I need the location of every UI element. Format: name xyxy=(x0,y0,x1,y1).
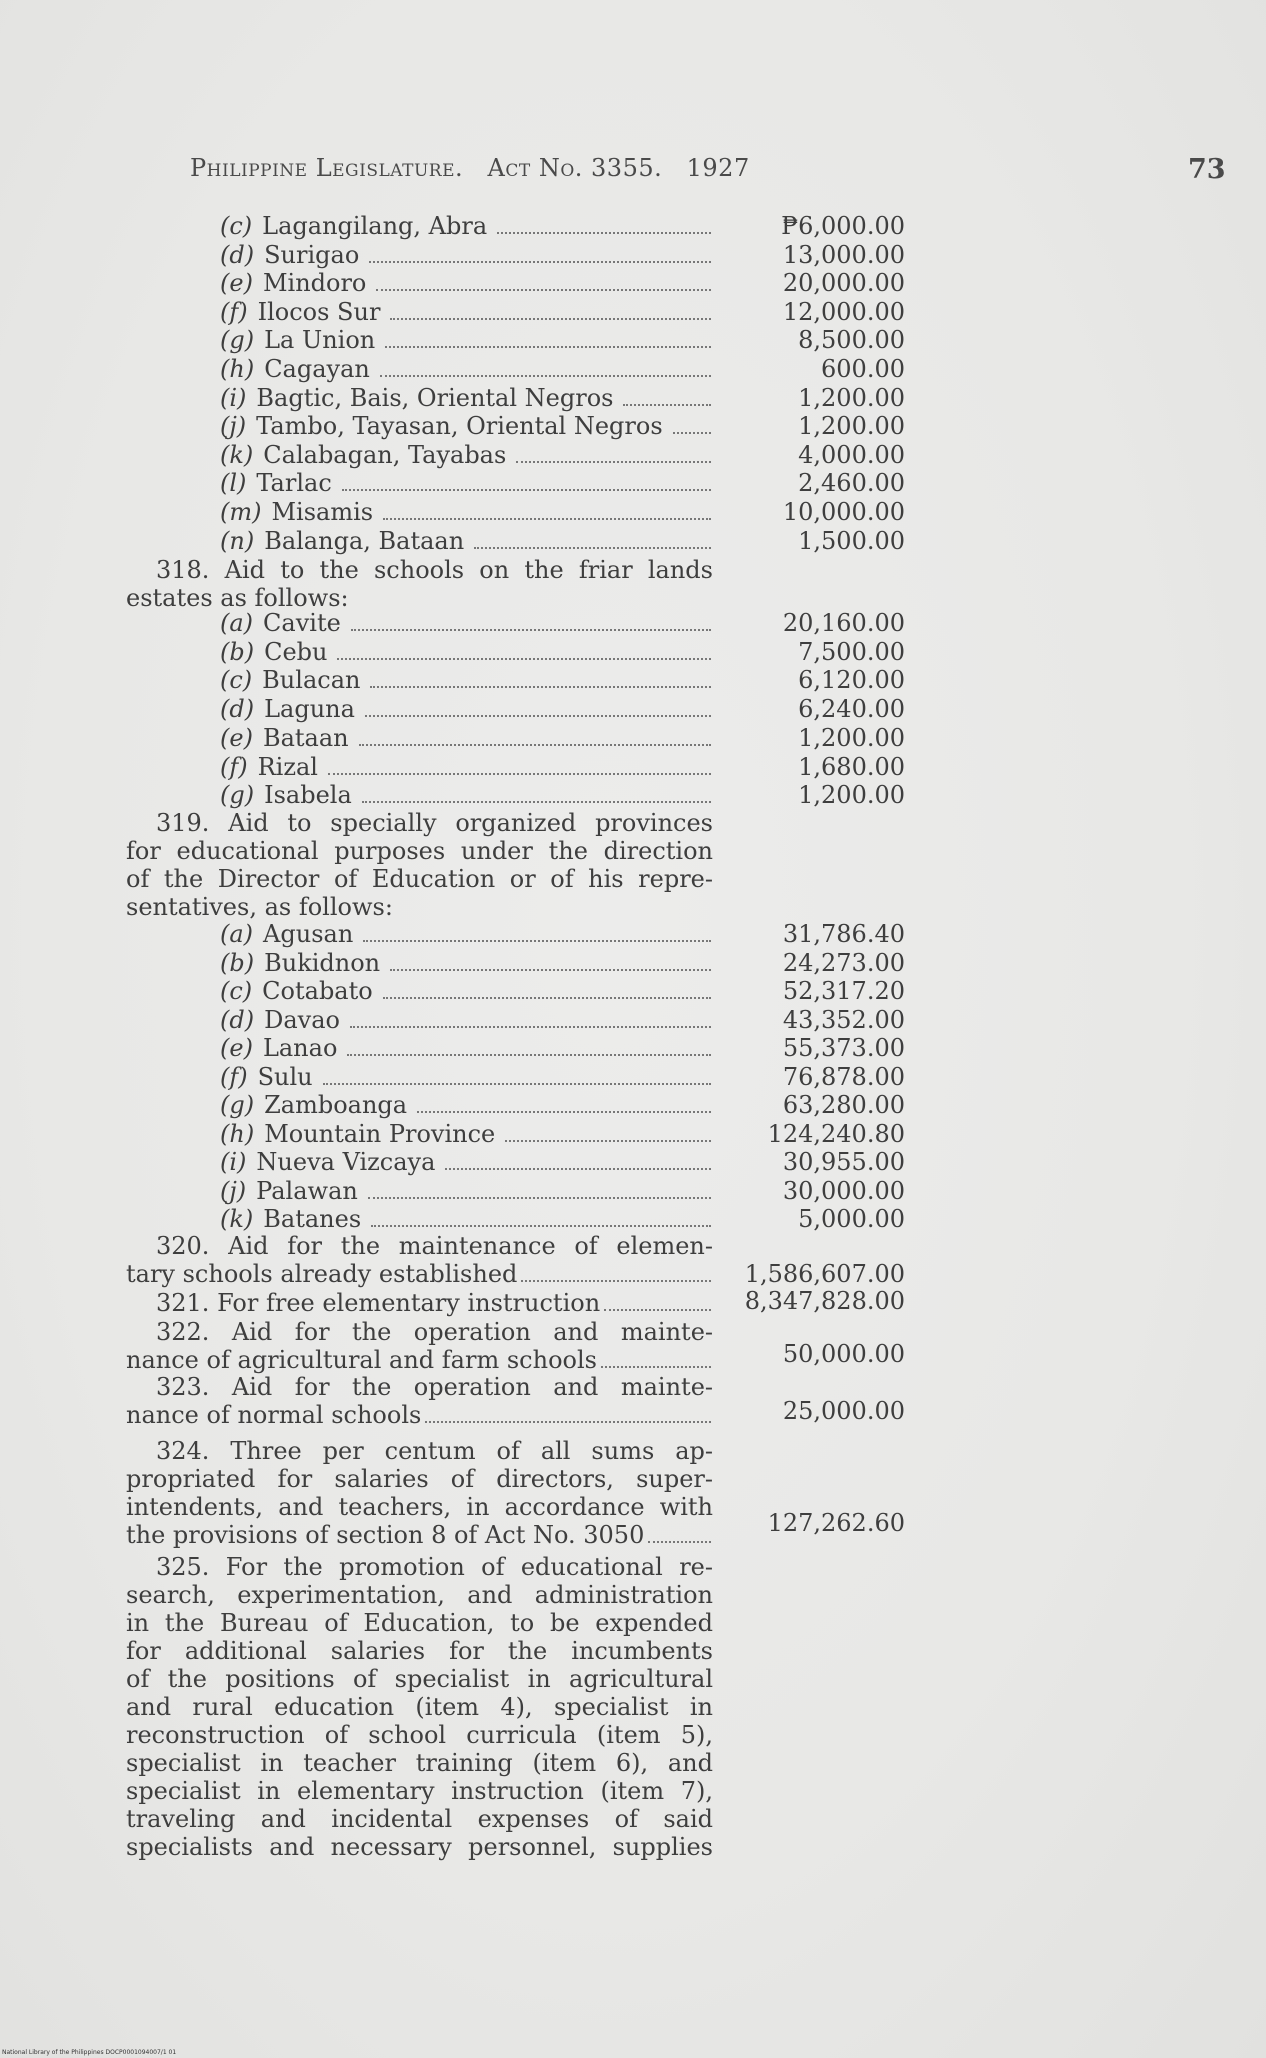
item-amount: 63,280.00 xyxy=(782,1091,905,1119)
line-item xyxy=(0,298,1266,327)
item-318-line: estates as follows: xyxy=(126,584,349,612)
line-item xyxy=(0,977,1266,1006)
leader-dots xyxy=(342,488,711,491)
item-320-line xyxy=(126,1260,713,1289)
item-letter: (d) xyxy=(220,240,255,269)
item-319-line: 319. Aid to specially organized provinces xyxy=(156,809,713,837)
line-item-label xyxy=(220,977,713,1006)
item-name: Bulacan xyxy=(262,666,361,695)
item-322-amount: 50,000.00 xyxy=(782,1340,905,1368)
line-item xyxy=(0,1120,1266,1149)
item-amount: 1,200.00 xyxy=(798,412,905,441)
leader-dots xyxy=(370,685,711,688)
line-item xyxy=(0,753,1266,782)
item-amount: 30,955.00 xyxy=(782,1148,905,1176)
item-320-paragraph xyxy=(126,1232,713,1289)
line-item xyxy=(0,241,1266,270)
leader-dots xyxy=(383,996,711,999)
item-name: Rizal xyxy=(257,752,318,781)
item-amount: 76,878.00 xyxy=(782,1062,905,1091)
item-letter: (j) xyxy=(220,1176,247,1205)
item-name: Cotabato xyxy=(262,977,373,1005)
leader-dots xyxy=(365,714,711,717)
line-item-label xyxy=(220,753,713,782)
line-item-label xyxy=(220,1148,713,1177)
item-amount: 10,000.00 xyxy=(782,498,905,526)
leader-dots xyxy=(351,628,711,631)
item-amount: 7,500.00 xyxy=(798,637,905,666)
item-name: Cebu xyxy=(264,637,328,666)
item-name: La Union xyxy=(264,326,376,355)
header-act: Act No. 3355. xyxy=(487,154,663,182)
item-323-text: nance of normal schools xyxy=(126,1401,422,1429)
item-324-line: intendents, and teachers, in accordance with xyxy=(126,1493,713,1521)
line-item xyxy=(0,1006,1266,1035)
item-amount: 55,373.00 xyxy=(782,1034,905,1062)
line-item xyxy=(0,1034,1266,1063)
item-320-line: 320. Aid for the maintenance of elemen- xyxy=(156,1232,713,1260)
running-header xyxy=(190,154,850,182)
line-item-label xyxy=(220,527,713,556)
item-name: Ilocos Sur xyxy=(257,297,381,326)
item-letter: (h) xyxy=(220,355,255,383)
item-325-paragraph xyxy=(126,1553,713,1861)
leader-dots xyxy=(323,1082,711,1085)
item-letter: (g) xyxy=(220,781,255,810)
leader-dots xyxy=(673,431,711,434)
line-item-label xyxy=(220,920,713,949)
item-amount: 6,120.00 xyxy=(798,666,905,695)
item-letter: (c) xyxy=(220,977,253,1005)
item-name: Batanes xyxy=(263,1205,362,1233)
item-325-line: specialist in teacher training (item 6), and xyxy=(126,1749,713,1777)
item-letter: (k) xyxy=(220,440,254,469)
line-item xyxy=(0,666,1266,695)
line-item xyxy=(0,695,1266,724)
line-item-label xyxy=(220,241,713,270)
item-amount: 43,352.00 xyxy=(782,1005,905,1034)
item-325-line: for additional salaries for the incumbents xyxy=(126,1637,713,1665)
item-amount: 31,786.40 xyxy=(782,920,905,948)
line-item xyxy=(0,384,1266,413)
item-letter: (b) xyxy=(220,948,255,977)
line-item-label xyxy=(220,298,713,327)
item-amount: 1,200.00 xyxy=(798,723,905,752)
line-item xyxy=(0,1177,1266,1206)
item-letter: (b) xyxy=(220,637,255,666)
leader-dots xyxy=(425,1420,711,1423)
line-item-label xyxy=(220,212,713,241)
line-item-label xyxy=(220,666,713,695)
line-item-label xyxy=(220,1091,713,1120)
item-name: Lagangilang, Abra xyxy=(262,212,488,240)
leader-dots xyxy=(604,1308,711,1311)
item-321-amount: 8,347,828.00 xyxy=(744,1287,905,1315)
line-item xyxy=(0,1205,1266,1234)
line-item-label xyxy=(220,949,713,978)
item-325-line: 325. For the promotion of educational re- xyxy=(156,1553,713,1581)
item-323-paragraph xyxy=(126,1373,713,1430)
leader-dots xyxy=(369,260,711,263)
item-amount: 1,500.00 xyxy=(798,526,905,555)
item-name: Cavite xyxy=(263,609,341,637)
leader-dots xyxy=(497,231,711,234)
item-319-line: of the Director of Education or of his repre- xyxy=(126,865,713,893)
item-319-line: sentatives, as follows: xyxy=(126,893,393,921)
scan-footer: National Library of the Philippines DOCP0001094007/1 01 xyxy=(2,2049,177,2056)
item-name: Agusan xyxy=(263,920,354,948)
leader-dots xyxy=(337,657,711,660)
item-amount: 600.00 xyxy=(821,355,905,383)
item-322-paragraph xyxy=(126,1318,713,1375)
leader-dots xyxy=(390,968,711,971)
item-letter: (k) xyxy=(220,1205,254,1233)
line-item-label xyxy=(220,355,713,384)
item-319-paragraph xyxy=(126,809,713,921)
line-item-label xyxy=(220,1205,713,1234)
item-letter: (h) xyxy=(220,1119,255,1148)
item-letter: (e) xyxy=(220,269,253,298)
item-name: Bukidnon xyxy=(264,948,381,977)
line-item xyxy=(0,269,1266,298)
item-324-line: propriated for salaries of directors, super- xyxy=(126,1465,713,1493)
item-name: Cagayan xyxy=(264,355,370,383)
item-name: Zamboanga xyxy=(264,1091,408,1119)
item-amount: 2,460.00 xyxy=(798,469,905,498)
item-324-line xyxy=(126,1521,713,1550)
item-325-line: reconstruction of school curricula (item 5), xyxy=(126,1721,713,1749)
item-322-line xyxy=(126,1346,713,1375)
leader-dots xyxy=(385,345,711,348)
item-325-line: in the Bureau of Education, to be expended xyxy=(126,1609,713,1637)
line-item xyxy=(0,920,1266,949)
leader-dots xyxy=(474,546,711,549)
item-letter: (a) xyxy=(220,920,254,948)
item-amount: 13,000.00 xyxy=(782,240,905,269)
item-name: Calabagan, Tayabas xyxy=(263,440,507,469)
line-item-label xyxy=(220,412,713,441)
item-322-line: 322. Aid for the operation and mainte- xyxy=(156,1318,713,1346)
item-name: Laguna xyxy=(264,695,355,724)
leader-dots xyxy=(505,1139,711,1142)
item-name: Lanao xyxy=(262,1034,338,1062)
item-letter: (i) xyxy=(220,383,247,412)
line-item-label xyxy=(220,384,713,413)
item-letter: (d) xyxy=(220,695,255,724)
item-324-line: 324. Three per centum of all sums ap- xyxy=(156,1437,713,1465)
item-amount: 124,240.80 xyxy=(767,1119,905,1148)
line-item xyxy=(0,212,1266,241)
item-amount: 52,317.20 xyxy=(782,977,905,1005)
item-amount: 24,273.00 xyxy=(782,948,905,977)
item-325-line: specialists and necessary personnel, supplies xyxy=(126,1833,713,1861)
item-320-amount: 1,586,607.00 xyxy=(744,1260,905,1288)
line-item xyxy=(0,1063,1266,1092)
item-324-paragraph xyxy=(126,1437,713,1550)
item-name: Misamis xyxy=(271,498,374,526)
item-letter: (j) xyxy=(220,412,247,441)
item-letter: (l) xyxy=(220,469,247,498)
leader-dots xyxy=(516,460,711,463)
line-item xyxy=(0,781,1266,810)
item-318-line: 318. Aid to the schools on the friar lands xyxy=(156,556,713,584)
leader-dots xyxy=(417,1110,711,1113)
leader-dots xyxy=(648,1540,711,1543)
leader-dots xyxy=(521,1279,711,1282)
leader-dots xyxy=(383,517,711,520)
item-amount: 1,200.00 xyxy=(798,383,905,412)
line-item-label xyxy=(220,695,713,724)
item-name: Isabela xyxy=(264,781,352,810)
leader-dots xyxy=(601,1365,711,1368)
item-letter: (m) xyxy=(220,498,262,526)
line-item-label xyxy=(220,269,713,298)
item-323-line: 323. Aid for the operation and mainte- xyxy=(156,1373,713,1401)
item-letter: (n) xyxy=(220,526,255,555)
line-item-label xyxy=(220,441,713,470)
leader-dots xyxy=(350,1025,711,1028)
leader-dots xyxy=(390,317,711,320)
item-name: Sulu xyxy=(257,1062,313,1091)
leader-dots xyxy=(623,403,711,406)
item-amount: 20,160.00 xyxy=(782,609,905,637)
item-name: Bagtic, Bais, Oriental Negros xyxy=(256,383,614,412)
item-322-text: nance of agricultural and farm schools xyxy=(126,1346,597,1374)
item-amount: 1,200.00 xyxy=(798,781,905,810)
line-item-label xyxy=(220,781,713,810)
item-amount: 30,000.00 xyxy=(782,1176,905,1205)
item-amount: 4,000.00 xyxy=(798,440,905,469)
item-325-line: and rural education (item 4), specialist in xyxy=(126,1693,713,1721)
item-letter: (d) xyxy=(220,1005,255,1034)
item-321-text: 321. For free elementary instruction xyxy=(156,1289,601,1317)
item-letter: (a) xyxy=(220,609,254,637)
item-320-text: tary schools already established xyxy=(126,1260,518,1288)
line-item xyxy=(0,469,1266,498)
leader-dots xyxy=(347,1053,711,1056)
line-item xyxy=(0,527,1266,556)
item-letter: (g) xyxy=(220,1091,255,1119)
item-letter: (c) xyxy=(220,666,253,695)
line-item xyxy=(0,638,1266,667)
item-letter: (f) xyxy=(220,752,248,781)
item-324-text: the provisions of section 8 of Act No. 3050 xyxy=(126,1521,645,1549)
line-item xyxy=(0,355,1266,384)
item-321-paragraph xyxy=(126,1289,713,1318)
leader-dots xyxy=(380,374,711,377)
header-legislature: Philippine Legislature. xyxy=(190,154,464,182)
item-name: Mindoro xyxy=(262,269,367,298)
line-item xyxy=(0,441,1266,470)
line-item-label xyxy=(220,1063,713,1092)
item-letter: (e) xyxy=(220,1034,253,1062)
item-323-line xyxy=(126,1401,713,1430)
item-amount: 20,000.00 xyxy=(782,269,905,298)
line-item-label xyxy=(220,1177,713,1206)
line-item-label xyxy=(220,326,713,355)
header-year: 1927 xyxy=(686,154,750,182)
line-item-label xyxy=(220,1034,713,1063)
item-name: Palawan xyxy=(256,1176,358,1205)
line-item-label xyxy=(220,724,713,753)
leader-dots xyxy=(376,288,711,291)
item-amount: 1,680.00 xyxy=(798,752,905,781)
leader-dots xyxy=(328,772,711,775)
item-name: Tambo, Tayasan, Oriental Negros xyxy=(256,412,663,441)
item-name: Surigao xyxy=(264,240,360,269)
leader-dots xyxy=(371,1224,711,1227)
line-item-label xyxy=(220,1006,713,1035)
line-item-label xyxy=(220,638,713,667)
item-letter: (g) xyxy=(220,326,255,355)
item-325-line: search, experimentation, and administration xyxy=(126,1581,713,1609)
line-item xyxy=(0,1148,1266,1177)
item-323-amount: 25,000.00 xyxy=(782,1397,905,1425)
item-name: Bataan xyxy=(262,723,349,752)
item-letter: (c) xyxy=(220,212,253,240)
line-item xyxy=(0,724,1266,753)
item-321-line xyxy=(126,1289,713,1318)
item-319-line: for educational purposes under the direction xyxy=(126,837,713,865)
line-item-label xyxy=(220,469,713,498)
line-item xyxy=(0,326,1266,355)
item-318-paragraph xyxy=(126,556,713,612)
leader-dots xyxy=(359,743,711,746)
item-name: Balanga, Bataan xyxy=(264,526,465,555)
line-item xyxy=(0,1091,1266,1120)
leader-dots xyxy=(368,1196,711,1199)
item-name: Davao xyxy=(264,1005,340,1034)
item-325-line: of the positions of specialist in agricultural xyxy=(126,1665,713,1693)
line-item xyxy=(0,609,1266,638)
item-letter: (f) xyxy=(220,1062,248,1091)
item-letter: (i) xyxy=(220,1148,247,1176)
item-name: Nueva Vizcaya xyxy=(256,1148,436,1176)
line-item-label xyxy=(220,498,713,527)
line-item-label xyxy=(220,609,713,638)
page-number: 73 xyxy=(1188,154,1226,185)
item-amount: 6,240.00 xyxy=(798,695,905,724)
item-325-line: traveling and incidental expenses of said xyxy=(126,1805,713,1833)
item-letter: (e) xyxy=(220,723,253,752)
item-name: Mountain Province xyxy=(264,1119,496,1148)
item-amount: ₱6,000.00 xyxy=(781,212,905,240)
item-letter: (f) xyxy=(220,297,248,326)
leader-dots xyxy=(362,800,711,803)
line-item xyxy=(0,498,1266,527)
line-item-label xyxy=(220,1120,713,1149)
item-amount: 5,000.00 xyxy=(798,1205,905,1233)
item-325-line: specialist in elementary instruction (item 7), xyxy=(126,1777,713,1805)
line-item xyxy=(0,412,1266,441)
item-name: Tarlac xyxy=(256,469,332,498)
item-amount: 12,000.00 xyxy=(782,297,905,326)
leader-dots xyxy=(445,1167,711,1170)
leader-dots xyxy=(363,939,711,942)
item-amount: 8,500.00 xyxy=(798,326,905,355)
line-item xyxy=(0,949,1266,978)
item-324-amount: 127,262.60 xyxy=(767,1509,905,1537)
